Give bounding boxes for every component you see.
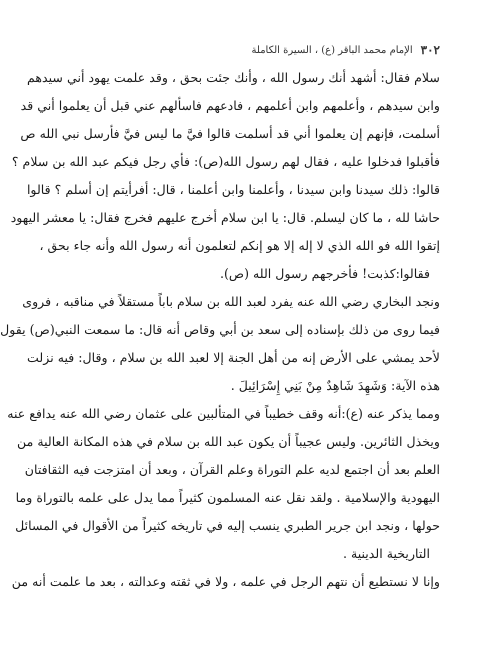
text-line: فيما روى من ذلك بإسناده إلى سعد بن أبي وقاص أنه قال: ما سمعت النبي(ص) يقول [0, 322, 440, 337]
text-line: قالوا: ذلك سيدنا وابن سيدنا ، وأعلمنا وابن أعلمنا ، قال: أفرأيتم إن أسلم ؟ قالوا [26, 182, 440, 197]
text-line: التاريخية الدينية . [342, 546, 430, 561]
text-line: ويخذل الثائرين. وليس عجيباً أن يكون عبد الله بن سلام في هذه المكانة العالية من [16, 434, 440, 449]
text-line: اليهودية والإسلامية . ولقد نقل عنه المسلمون كثيراً مما يدل على علمه بالتوراة وما [15, 490, 440, 505]
text-line: فأقبلوا فدخلوا عليه ، فقال لهم رسول الله(ص): فأي رجل فيكم عبد الله بن سلام ؟ [11, 154, 440, 169]
text-line: ومما يذكر عنه (ع):أنه وقف خطيباً في المتألبين على عثمان رضي الله عنه يدافع عنه [7, 406, 440, 421]
text-line: وإنا لا نستطيع أن نتهم الرجل في علمه ، ولا في ثقته وعدالته ، بعد ما علمت أنه من [11, 574, 440, 589]
text-line: فقالوا:كذبت! فأخرجهم رسول الله (ص). [219, 266, 430, 281]
quran-verse-line: هذه الآية: وَشَهِدَ شَاهِدٌ مِنْ بَنِي إِسْرَائِيلَ . [230, 378, 440, 393]
body-text [0, 64, 440, 659]
page-header [96, 42, 440, 58]
text-line: ونجد البخاري رضي الله عنه يفرد لعبد الله بن سلام باباً مستقلاً في مناقبه ، فروى [22, 294, 440, 309]
text-line: أسلمت، فإنهم إن يعلموا أني قد أسلمت قالوا فيَّ ما ليس فيَّ فأرسل نبي الله ص [20, 126, 440, 141]
text-line: العلم بعد أن اجتمع لديه علم التوراة وعلم القرآن ، وبعد أن امتزجت فيه الثقافتان [24, 462, 440, 477]
text-line: وابن سيدهم ، وأعلمهم وابن أعلمهم ، فادعهم فاسألهم عني قبل أن يعلموا أني قد [20, 98, 440, 113]
running-title: الإمام محمد الباقر (ع) ، السيرة الكاملة [251, 44, 413, 56]
text-line: حاشا لله ، ما كان ليسلم. قال: يا ابن سلام أخرج عليهم فخرج فقال: يا معشر اليهود [10, 210, 440, 225]
text-line: سلام فقال: أشهد أنك رسول الله ، وأنك جئت بحق ، وقد علمت يهود أني سيدهم [26, 70, 440, 85]
text-line: إتقوا الله فو الله الذي لا إله إلا هو إنكم لتعلمون أنه رسول الله وأنه جاء بحق ، [39, 238, 440, 253]
text-line: لأحد يمشي على الأرض إنه من أهل الجنة إلا لعبد الله بن سلام ، وقال: فيه نزلت [27, 350, 440, 365]
text-line: حولها ، ونجد ابن جرير الطبري ينسب إليه في تاريخه كثيراً من الأقوال في المسائل [15, 518, 440, 533]
page-number: ٣٠٢ [420, 43, 440, 57]
